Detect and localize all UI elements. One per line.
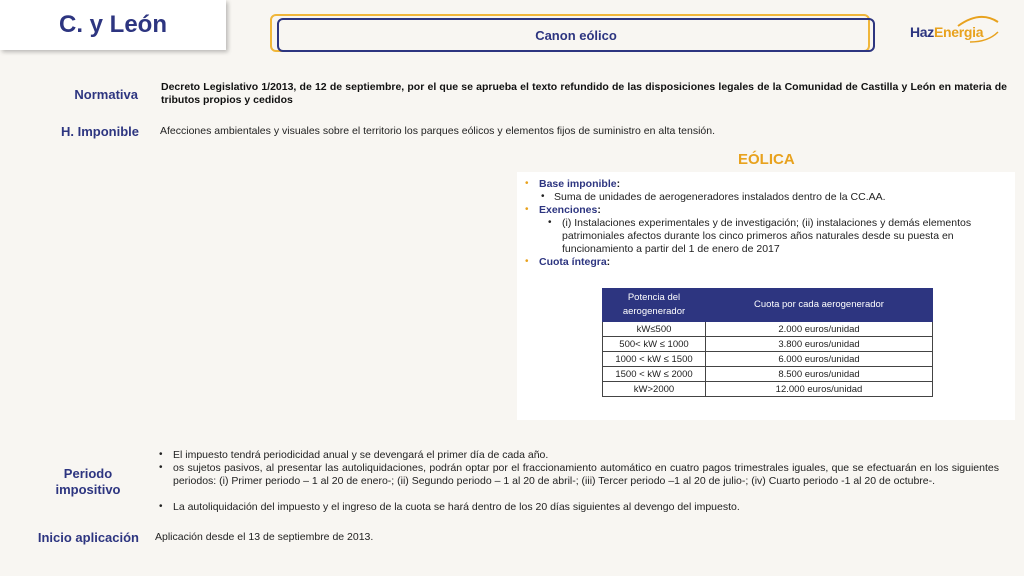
table-row: [603, 367, 933, 382]
cell-cuota: 3.800 euros/unidad: [706, 337, 933, 352]
table-row: [603, 337, 933, 352]
cell-potencia: 1500 < kW ≤ 2000: [603, 367, 706, 382]
cell-potencia: 500< kW ≤ 1000: [603, 337, 706, 352]
periodo-bullet-1: El impuesto tendrá periodicidad anual y se devengará el primer día de cada año.: [173, 449, 549, 461]
table-header-row: [603, 289, 933, 322]
cuota-integra-heading: Cuota íntegra:: [539, 256, 611, 268]
exenciones-text: (i) Instalaciones experimentales y de investigación; (ii) instalaciones y demás elementos patrimoniales afectos durante los cinco primeros años naturales desde su puesta en funcionamiento a partir del 1 de enero de 2017: [562, 217, 972, 255]
periodo-bullet-3: La autoliquidación del impuesto y el ingreso de la cuota se hará dentro de los 20 días siguientes al devengo del impuesto.: [173, 501, 740, 513]
table-row: [603, 352, 933, 367]
cell-cuota: 12.000 euros/unidad: [706, 382, 933, 397]
logo-text-energia: Energia: [934, 24, 984, 40]
cell-potencia: kW≤500: [603, 322, 706, 337]
region-title: C. y León: [58, 11, 167, 38]
bullet-icon: •: [525, 256, 529, 267]
bullet-icon: •: [548, 217, 552, 228]
header-cuota: Cuota por cada aerogenerador: [706, 289, 933, 322]
bullet-icon: •: [159, 449, 163, 460]
bullet-icon: •: [525, 178, 529, 189]
table-row: [603, 382, 933, 397]
banner-frame: [277, 18, 875, 52]
banner-title: Canon eólico: [535, 27, 617, 43]
hazenergia-logo: [910, 12, 1000, 46]
bullet-icon: •: [541, 191, 545, 202]
region-title-box: [0, 0, 226, 50]
periodo-bullet-2: os sujetos pasivos, al presentar las autoliquidaciones, podrán optar por el fraccionamiento automático en cuatro pagos trimestrales iguales, que se efectuarán en los siguientes periodos: (i) Primer periodo – 1 al 20 de enero-; (ii) Segundo periodo – 1 al 20 de abril-; (iii) Tercer periodo –1 al 20 de julio-; (iv) Cuarto periodo -1 al 20 de octubre-.: [173, 462, 999, 487]
cell-cuota: 8.500 euros/unidad: [706, 367, 933, 382]
bullet-icon: •: [525, 204, 529, 215]
periodo-label: Periodo impositivo: [55, 466, 121, 497]
bullet-icon: •: [159, 501, 163, 512]
normativa-label: Normativa: [74, 87, 138, 102]
eolica-title: EÓLICA: [738, 151, 795, 168]
cuota-table: [602, 288, 933, 397]
logo-text-haz: Haz: [910, 24, 934, 40]
header-potencia: Potencia del aerogenerador: [603, 289, 706, 322]
cell-potencia: 1000 < kW ≤ 1500: [603, 352, 706, 367]
normativa-text: Decreto Legislativo 1/2013, de 12 de septiembre, por el que se aprueba el texto refundido de las disposiciones legales de la Comunidad de Castilla y León en materia de tributos propios y cedidos: [161, 81, 1007, 106]
cell-potencia: kW>2000: [603, 382, 706, 397]
imponible-text: Afecciones ambientales y visuales sobre el territorio los parques eólicos y elementos fijos de suministro en alta tensión.: [160, 125, 716, 137]
cell-cuota: 2.000 euros/unidad: [706, 322, 933, 337]
base-imponible-heading: Base imponible:: [539, 178, 621, 190]
cell-cuota: 6.000 euros/unidad: [706, 352, 933, 367]
exenciones-heading: Exenciones:: [539, 204, 601, 216]
bullet-icon: •: [159, 462, 163, 473]
inicio-text: Aplicación desde el 13 de septiembre de 2013.: [155, 531, 374, 543]
base-imponible-text: Suma de unidades de aerogeneradores instalados dentro de la CC.AA.: [554, 191, 886, 203]
imponible-label: H. Imponible: [61, 124, 139, 139]
inicio-label: Inicio aplicación: [37, 530, 139, 545]
table-row: [603, 322, 933, 337]
